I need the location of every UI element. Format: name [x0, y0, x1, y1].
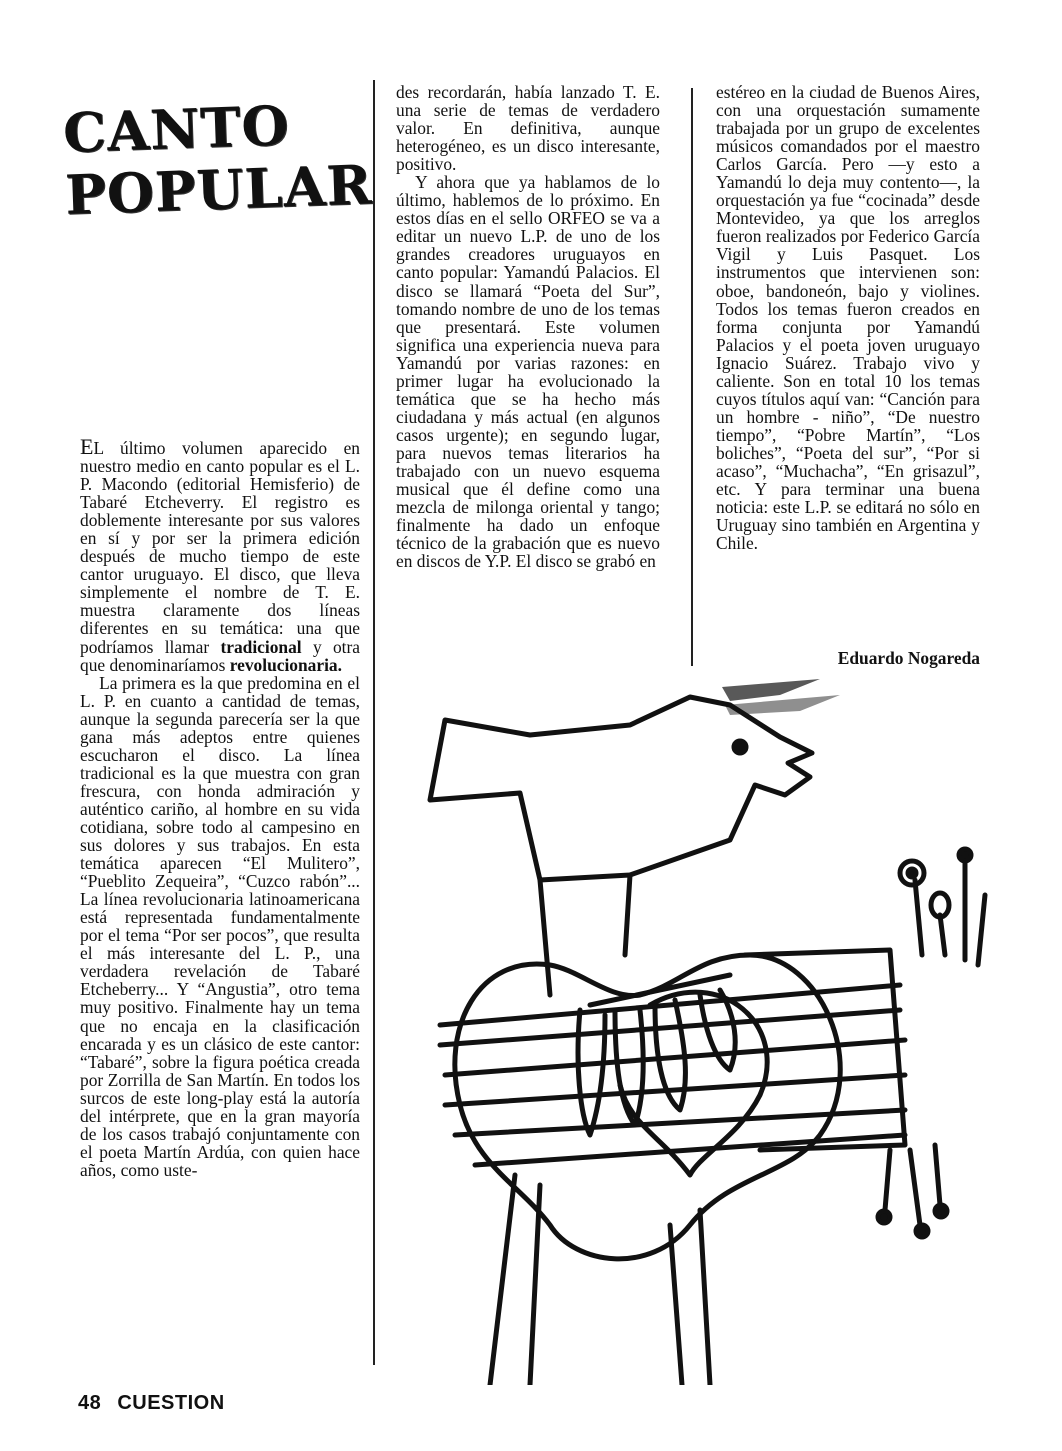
column-divider	[373, 80, 375, 1365]
paragraph: estéreo en la ciudad de Buenos Aires, con una orquestación sumamente trabajada por un grupo de excelentes músicos comandados por el maestro Carlos García. Pero —y esto a Yamandú lo deja muy contento—, la orquestación ya fue “cocinada” desde Montevideo, ya que los arreglos fueron realizados por Federico García Vigil y Luis Pasquet. Los instrumentos que intervienen son: oboe, bandoneón, bajo y violines. Todos los temas fueron creados en forma conjunta por Yamandú Palacios y el poeta joven uruguayo Ignacio Suárez. Trabajo vivo y caliente. Son en total 10 los temas cuyos títulos aquí van: “Canción para un hombre - niño”, “De nuestro tiempo”, “Pobre Martín”, “Los boliches”, “Poeta del sur”, “Por si acaso”, “Muchacha”, “En grisazul”, etc. Y para terminar una buena noticia: este L.P. se editará no sólo en Uruguay sino también en Argentina y Chile.	[716, 82, 980, 554]
emphasis-traditional: tradicional	[220, 636, 302, 657]
article-title	[61, 93, 374, 227]
paragraph	[80, 434, 360, 675]
column-divider	[691, 88, 693, 666]
title-line-1: CANTO	[61, 93, 291, 165]
guitar-bird-illustration	[400, 665, 1000, 1385]
text-column-3	[716, 83, 980, 552]
page-footer	[78, 1392, 225, 1415]
page-number: 48	[78, 1392, 102, 1414]
paragraph: des recordarán, había lanzado T. E. una serie de temas de verdadero valor. En definitiva, aunque heterogéneo, es un disco interesante, positivo.	[396, 82, 660, 175]
title-line-2: POPULAR	[64, 152, 374, 227]
emphasis-revolutionary: revolucionaria.	[229, 654, 342, 675]
paragraph: Y ahora que ya hablamos de lo último, hablemos de lo próximo. En estos días en el sello ORFEO se va a editar un nuevo L.P. de uno de los grandes creadores uruguayos en canto popular: Yamandú Palacios. El disco se llamará “Poeta del Sur”, tomando nombre de uno de los temas que presentará. Este volumen significa una experiencia nueva para Yamandú por varias razones: en primer lugar ha evolucionado la temática que se ha hecho más ciudadana y más actual (en algunos casos urgente); en segundo lugar, para nuevos temas literarios ha trabajado con un nuevo esquema musical que él define como una mezcla de milonga oriental y tango; finalmente ha dado un enfoque técnico de la grabación que es nuevo en discos de Y.P. El disco se grabó en	[396, 172, 660, 572]
drop-cap: E	[80, 434, 94, 459]
text-column-2	[396, 83, 660, 570]
paragraph: La primera es la que predomina en el L. P. en cuanto a cantidad de temas, aunque la segunda parecería ser la que gana más adeptos entre quienes escucharon el disco. La línea tradicional es la que muestra con gran frescura, con honda admiración y auténtico cariño, al hombre en su vida cotidiana, sobre todo al campesino en sus dolores y sus trabajos. En esta temática aparecen “El Mulitero”, “Pueblito Zequeira”, “Cuzco rabón”... La línea revolucionaria latinoamericana está representada fundamentalmente por el tema “Por ser pocos”, que resulta el más interesante del L. P., una verdadera revelación de Tabaré Etcheberry... Y “Angustia”, otro tema muy positivo. Finalmente hay un tema que no encaja en la clasificación encarada y es un clásico de este cantor: “Tabaré”, sobre la figura poética creada por Zorrilla de San Martín. En todos los surcos de este long-play está la autoría del intérprete, que en la gran mayoría de los casos trabajó conjuntamente con el poeta Martín Ardúa, con quien hace años, como uste-	[80, 672, 360, 1180]
paragraph-text: y otra que denominaríamos	[80, 636, 360, 675]
text-column-1	[80, 434, 360, 1180]
magazine-name: CUESTION	[117, 1392, 225, 1414]
author-signature: Eduardo Nogareda	[837, 648, 980, 668]
paragraph-text: L último volumen aparecido en nuestro medio en canto popular es el L. P. Macondo (editorial Hemisferio) de Tabaré Etcheverry. El registro es doblemente interesante por sus valores en sí y por ser la primera edición después de mucho tiempo de este cantor uruguayo. El disco, que lleva simplemente el nombre de T. E. muestra claramente dos líneas diferentes en su temática: una que podríamos llamar	[80, 438, 360, 657]
